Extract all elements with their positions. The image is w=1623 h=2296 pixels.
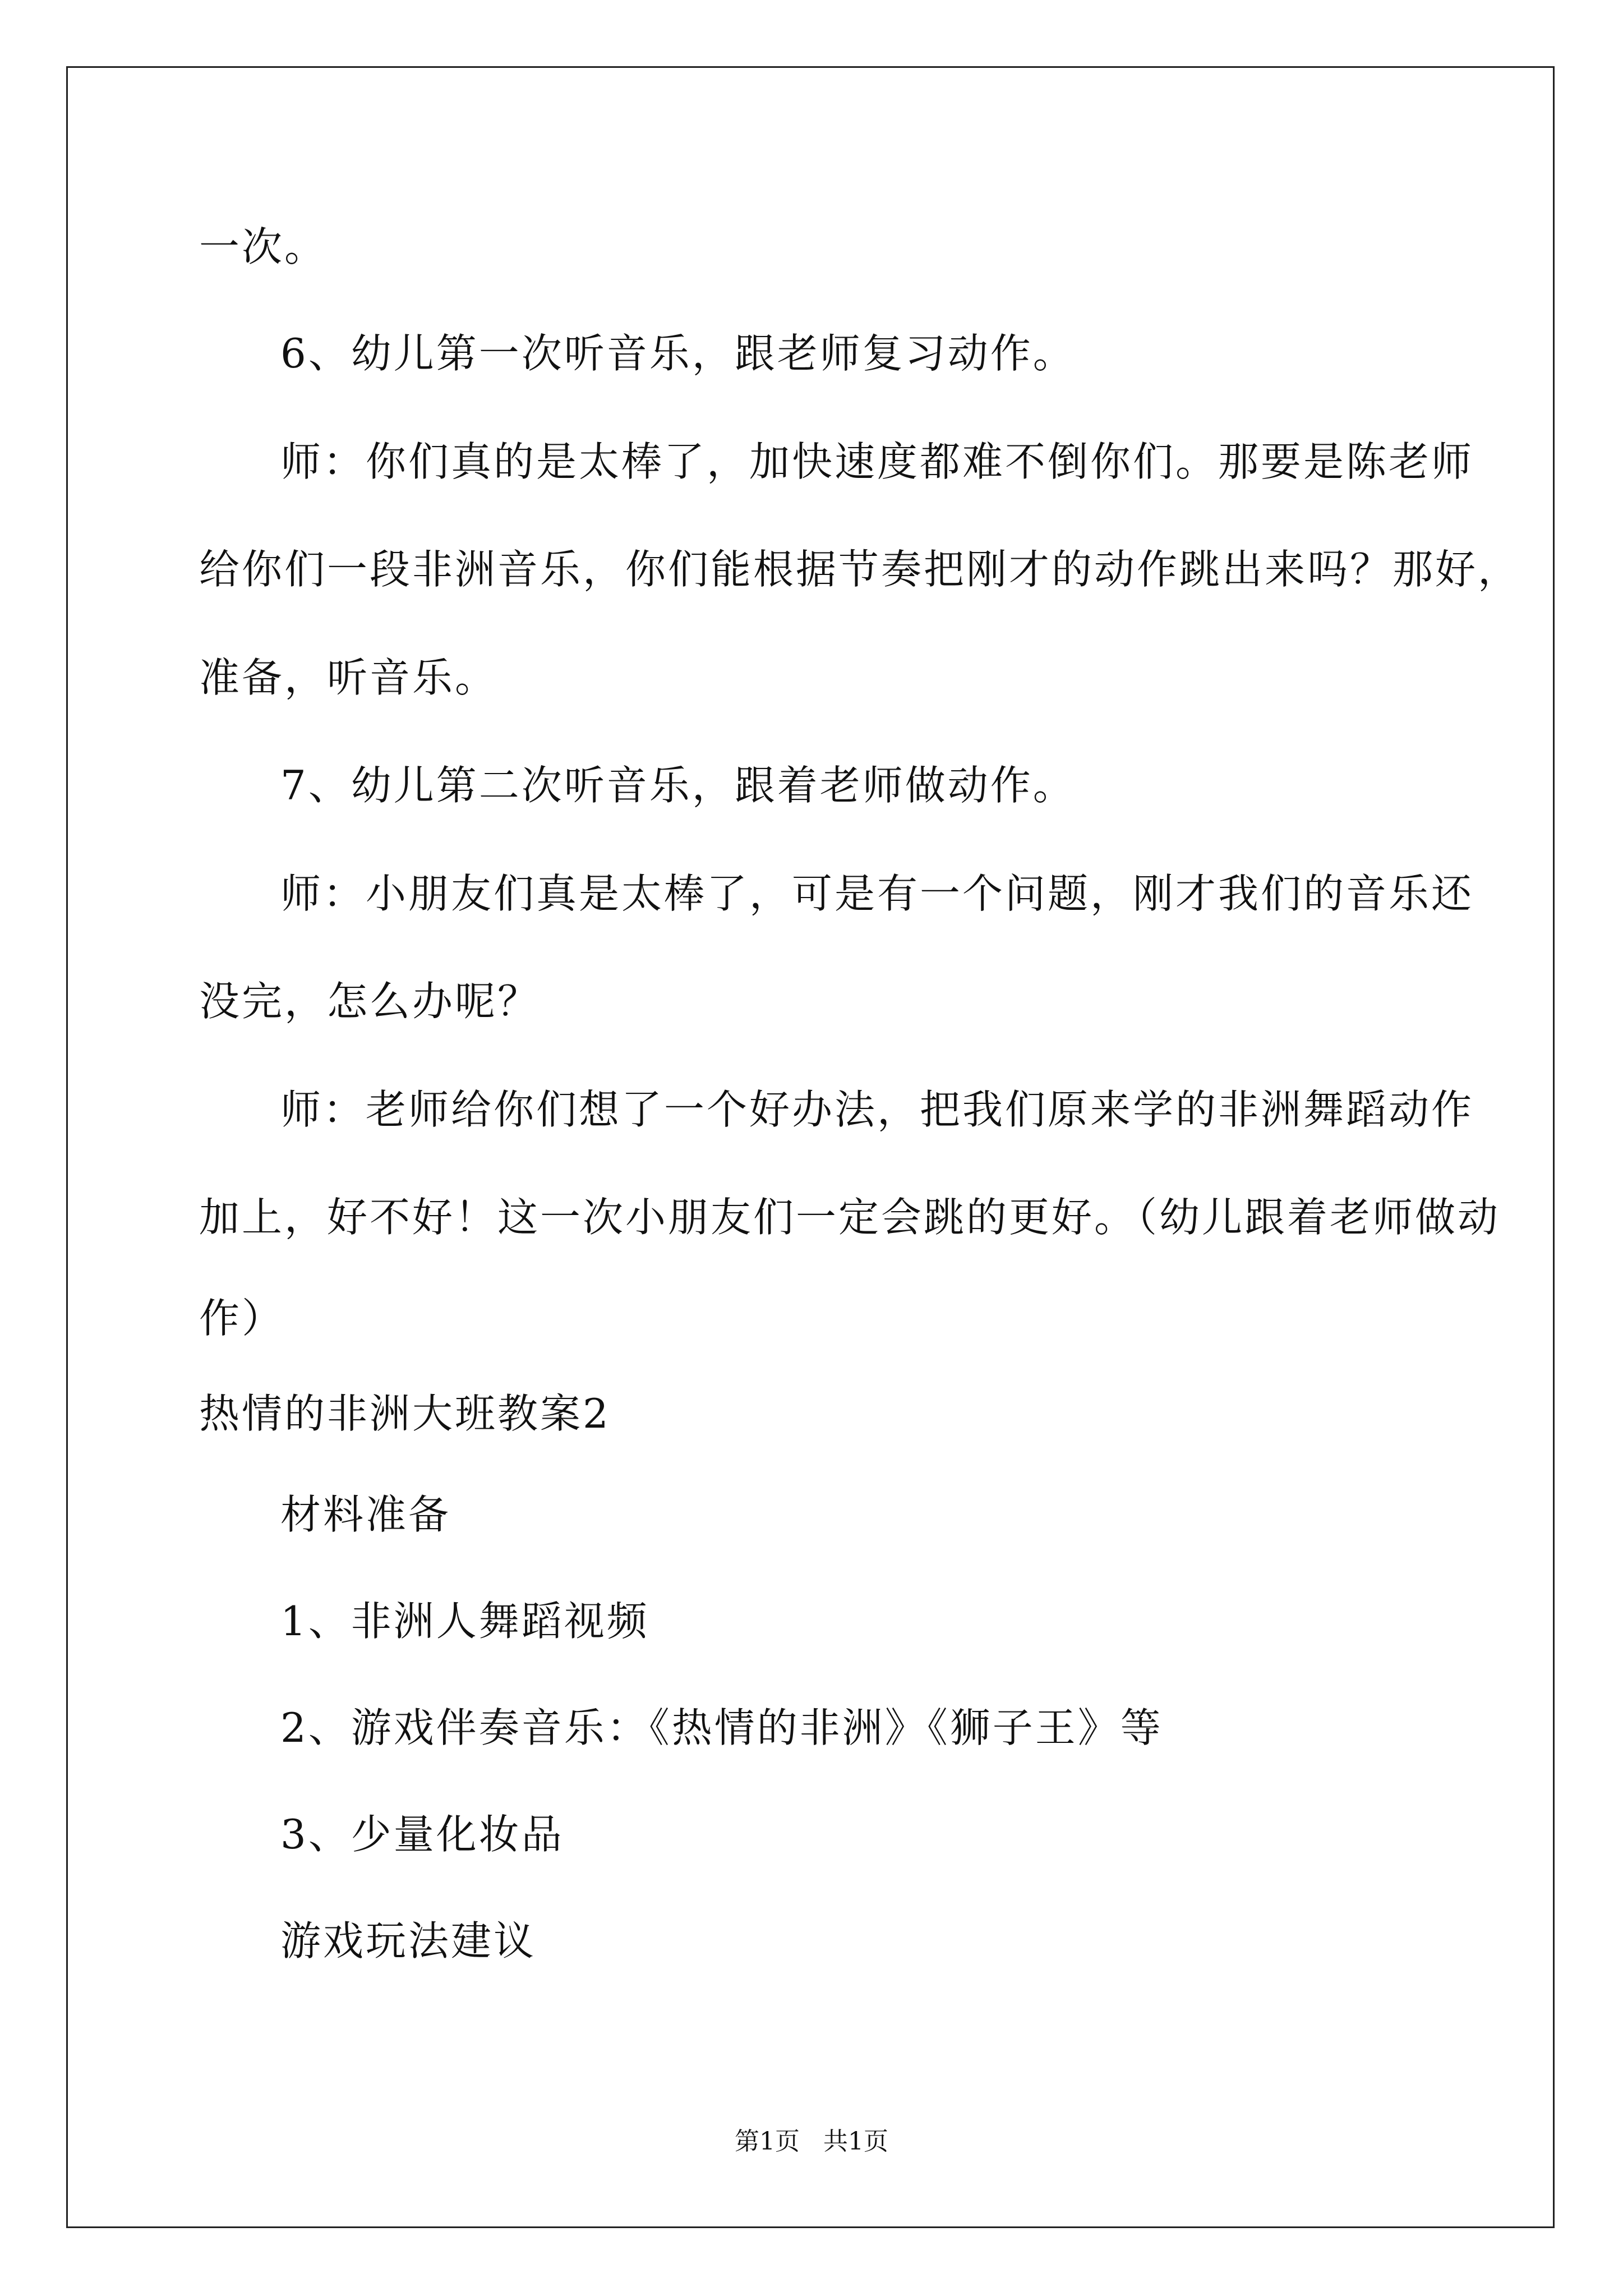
paragraph-line: 加上，好不好！这一次小朋友们一定会跳的更好。（幼儿跟着老师做动 <box>199 1194 1501 1241</box>
paragraph-line: 7、幼儿第二次听音乐，跟着老师做动作。 <box>280 762 1076 809</box>
list-item: 3、少量化妆品 <box>280 1811 564 1858</box>
paragraph-line: 作） <box>199 1295 285 1342</box>
paragraph-line: 给你们一段非洲音乐，你们能根据节奏把刚才的动作跳出来吗？那好， <box>199 546 1521 593</box>
paragraph-line: 师：小朋友们真是太棒了，可是有一个问题，刚才我们的音乐还 <box>280 870 1474 917</box>
paragraph-line: 师：老师给你们想了一个好办法，把我们原来学的非洲舞蹈动作 <box>280 1086 1474 1133</box>
list-item: 2、游戏伴奏音乐：《热情的非洲》《狮子王》等 <box>280 1704 1163 1751</box>
paragraph-line: 6、幼儿第一次听音乐，跟老师复习动作。 <box>280 330 1076 377</box>
page-border <box>66 66 1555 2228</box>
paragraph-line: 准备，听音乐。 <box>199 654 498 701</box>
paragraph-line: 材料准备 <box>280 1491 451 1538</box>
page-footer: 第1页 共1页 <box>735 2127 888 2156</box>
list-item: 1、非洲人舞蹈视频 <box>280 1598 649 1645</box>
paragraph-line: 师：你们真的是太棒了，加快速度都难不倒你们。那要是陈老师 <box>280 438 1474 485</box>
section-heading: 热情的非洲大班教案2 <box>199 1390 611 1437</box>
paragraph-line: 一次。 <box>199 223 328 270</box>
paragraph-line: 游戏玩法建议 <box>280 1917 537 1964</box>
paragraph-line: 没完，怎么办呢？ <box>199 978 541 1025</box>
